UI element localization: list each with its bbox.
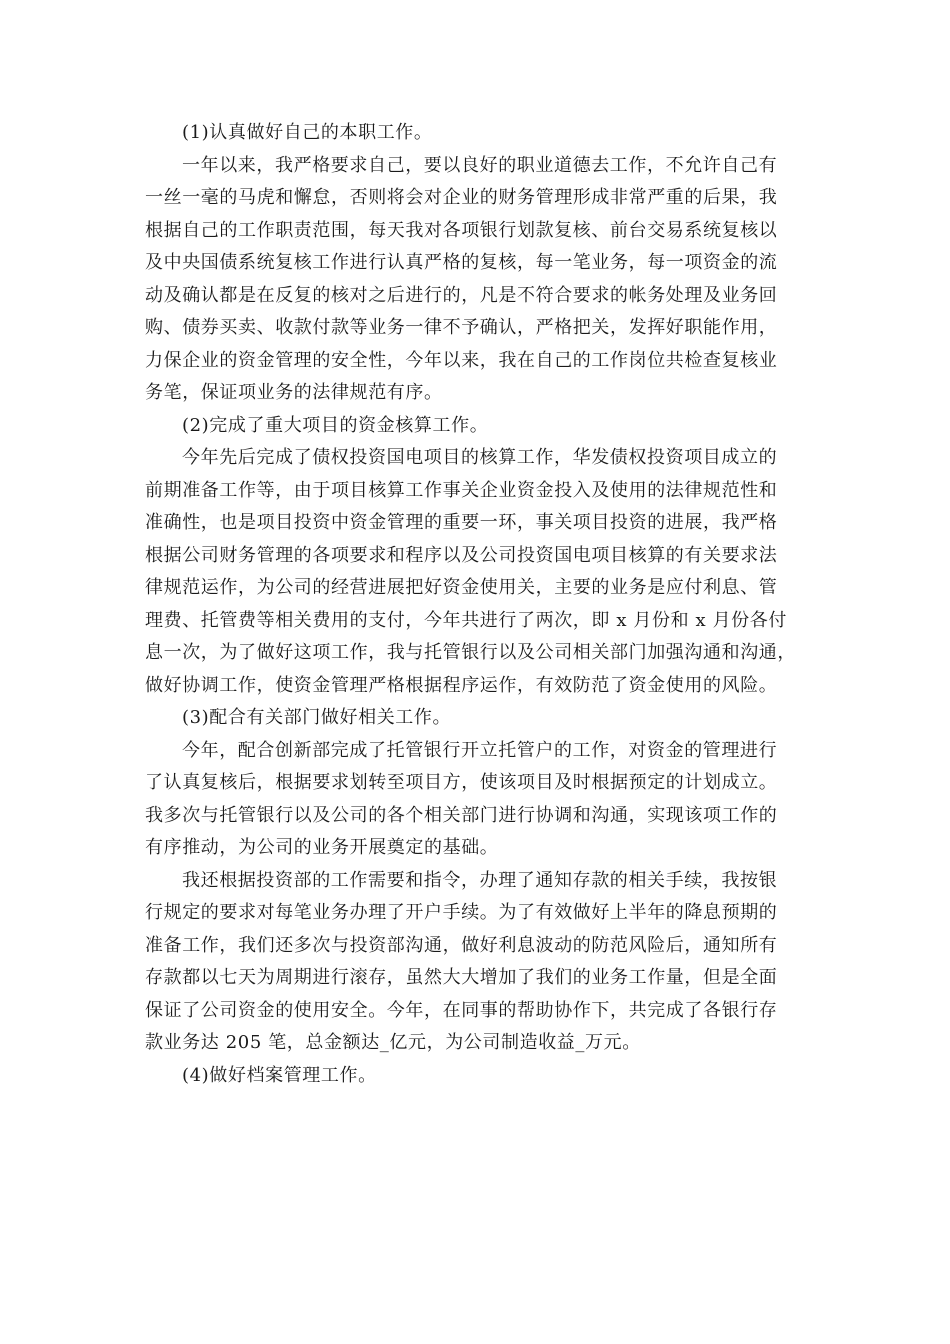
paragraph-4: 我还根据投资部的工作需要和指令，办理了通知存款的相关手续，我按银 行规定的要求对每笔业务办理了开户手续。为了有效做好上半年的降息预期的 准备工作，我们还多次与投资部沟通，做好利息波动的防范风险后，通知所有 存款都以七天为周期进行滚存，虽然大大增加了我们的业务工作量，但是全面 保证了公司资金的使用安全。今年，在同事的帮助协作下，共完成了各银行存 款业务达 205 笔，总金额达_亿元，为公司制造收益_万元。 [145, 869, 778, 1053]
paragraph-3: 今年，配合创新部完成了托管银行开立托管户的工作，对资金的管理进行 了认真复核后，根据要求划转至项目方，使该项目及时根据预定的计划成立。 我多次与托管银行以及公司的各个相关部门进行协调和沟通，实现该项工作的 有序推动，为公司的业务开展奠定的基础。 [145, 739, 778, 858]
heading-4: (4)做好档案管理工作。 [182, 1064, 377, 1086]
document-body [145, 117, 805, 1092]
heading-3: (3)配合有关部门做好相关工作。 [182, 707, 452, 728]
heading-1: (1)认真做好自己的本职工作。 [182, 122, 433, 143]
paragraph-1: 一年以来，我严格要求自己，要以良好的职业道德去工作，不允许自己有 一丝一毫的马虎和懈怠，否则将会对企业的财务管理形成非常严重的后果，我 根据自己的工作职责范围，每天我对各项银行划款复核、前台交易系统复核以 及中央国债系统复核工作进行认真严格的复核，每一笔业务，每一项资金的流 动及确认都是在反复的核对之后进行的，凡是不符合要求的帐务处理及业务回 购、债券买卖、收款付款等业务一律不予确认，严格把关，发挥好职能作用， 力保企业的资金管理的安全性，今年以来，我在自己的工作岗位共检查复核业 务笔，保证项业务的法律规范有序。 [145, 154, 778, 403]
paragraph-2: 今年先后完成了债权投资国电项目的核算工作，华发债权投资项目成立的 前期准备工作等，由于项目核算工作事关企业资金投入及使用的法律规范性和 准确性，也是项目投资中资金管理的重要一环，事关项目投资的进展，我严格 根据公司财务管理的各项要求和程序以及公司投资国电项目核算的有关要求法 律规范运作，为公司的经营进展把好资金使用关，主要的业务是应付利息、管 理费、托管费等相关费用的支付，今年共进行了两次，即 x 月份和 x 月份各付 息一次，为了做好这项工作，我与托管银行以及公司相关部门加强沟通和沟通， 做好协调工作，使资金管理严格根据程序运作，有效防范了资金使用的风险。 [145, 447, 796, 696]
heading-2: (2)完成了重大项目的资金核算工作。 [182, 414, 489, 436]
